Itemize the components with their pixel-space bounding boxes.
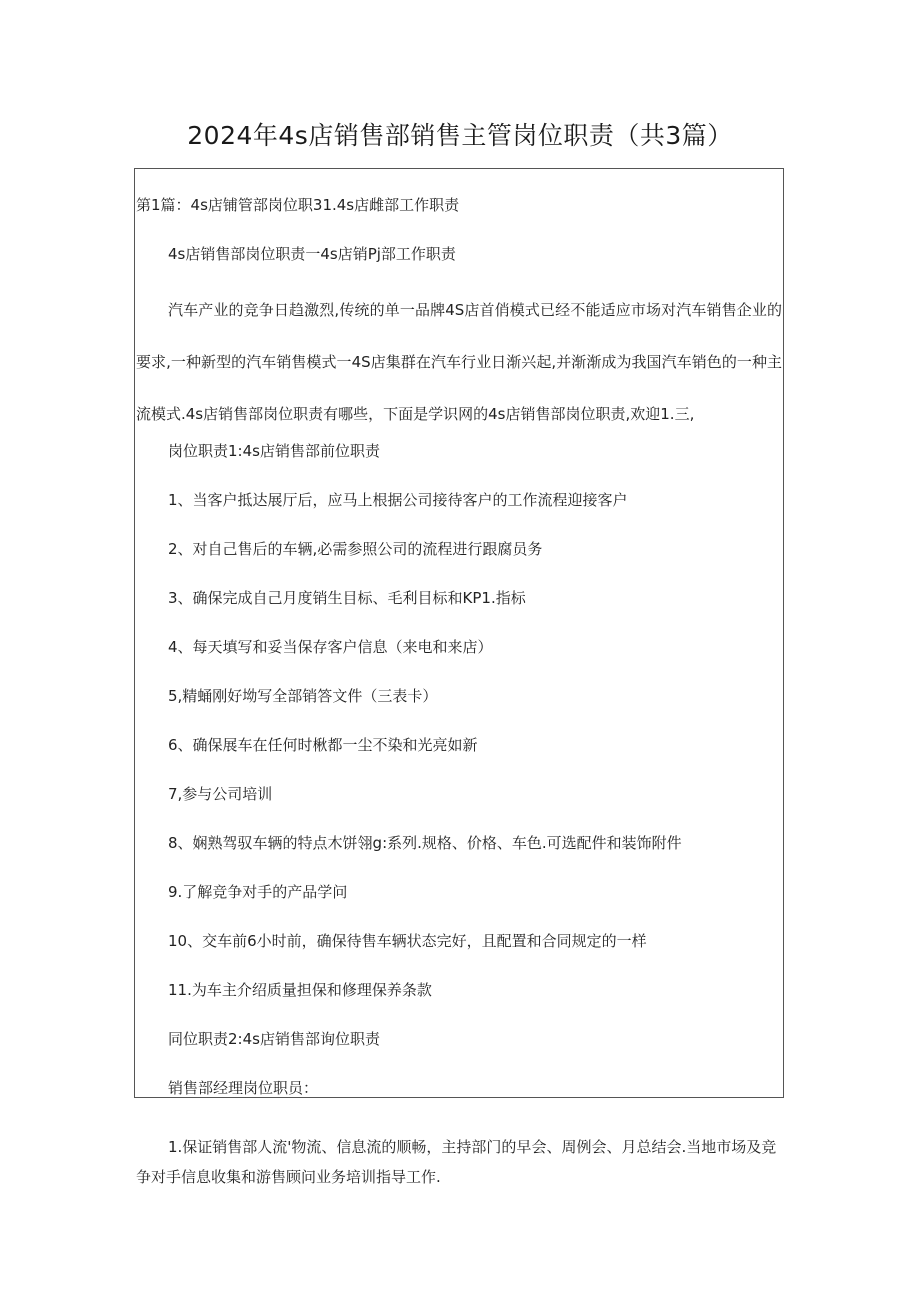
duty-item-10: 10、交车前6小时前，确保待售车辆状态完好，且配置和合同规定的一样 [168, 932, 647, 950]
intro-paragraph: 汽车产业的竞争日趋激烈,传统的单一品牌4S店首俏模式已经不能适应市场对汽车销售企业的要求,一种新型的汽车销售模式一4S店集群在汽车行业日渐兴起,并渐渐成为我国汽车销色的一种主流模式.4s店销售部岗位职责有哪些，下面是学识网的4s店销售部岗位职责,欢迎1.三, [136, 301, 782, 423]
duty-item-7: 7,参与公司培训 [168, 785, 273, 803]
section-heading: 第1篇：4s店铺管部岗位职31.4s店雌部工作职责 [136, 196, 460, 214]
duty-item-11: 11.为车主介绍质量担保和修理保养条款 [168, 981, 432, 999]
duty-item-4: 4、每天填写和妥当保存客户信息（来电和来店） [168, 638, 493, 656]
duty-heading-2: 同位职责2:4s店销售部询位职责 [168, 1030, 380, 1048]
duty-item-8: 8、娴熟驾驭车辆的特点木饼翎g:系列.规格、价格、车色.可选配件和装饰附件 [168, 834, 682, 852]
duty-heading-1: 岗位职责1:4s店销售部前位职责 [168, 442, 380, 460]
duty-item-3: 3、确保完成自己月度销生目标、毛利目标和KP1.指标 [168, 589, 526, 607]
duty-item-9: 9.了解竞争对手的产品学问 [168, 883, 348, 901]
duty-item-6: 6、确保展车在任何时楸都一尘不染和光亮如新 [168, 736, 478, 754]
subheading: 4s店销售部岗位职责一4s店销Pj部工作职责 [168, 245, 456, 263]
duty-item-5: 5,精蛹刚好坳写全部销答文件（三表卡） [168, 687, 438, 705]
duty-item-2: 2、对自己售后的车辆,必需参照公司的流程进行跟腐员务 [168, 540, 543, 558]
document-title: 2024年4s店销售部销售主管岗位职责（共3篇） [187, 121, 733, 150]
manager-heading: 销售部经理岗位职员： [168, 1079, 319, 1097]
duty-item-1: 1、当客户抵达展厅后，应马上根据公司接待客户的工作流程迎接客户 [168, 491, 628, 509]
manager-duty-paragraph: 1.保证销售部人流'物流、信息流的顺畅，主持部门的早会、周例会、月总结会.当地市场及竞争对手信息收集和游售顾问业务培训指导工作. [136, 1138, 777, 1186]
